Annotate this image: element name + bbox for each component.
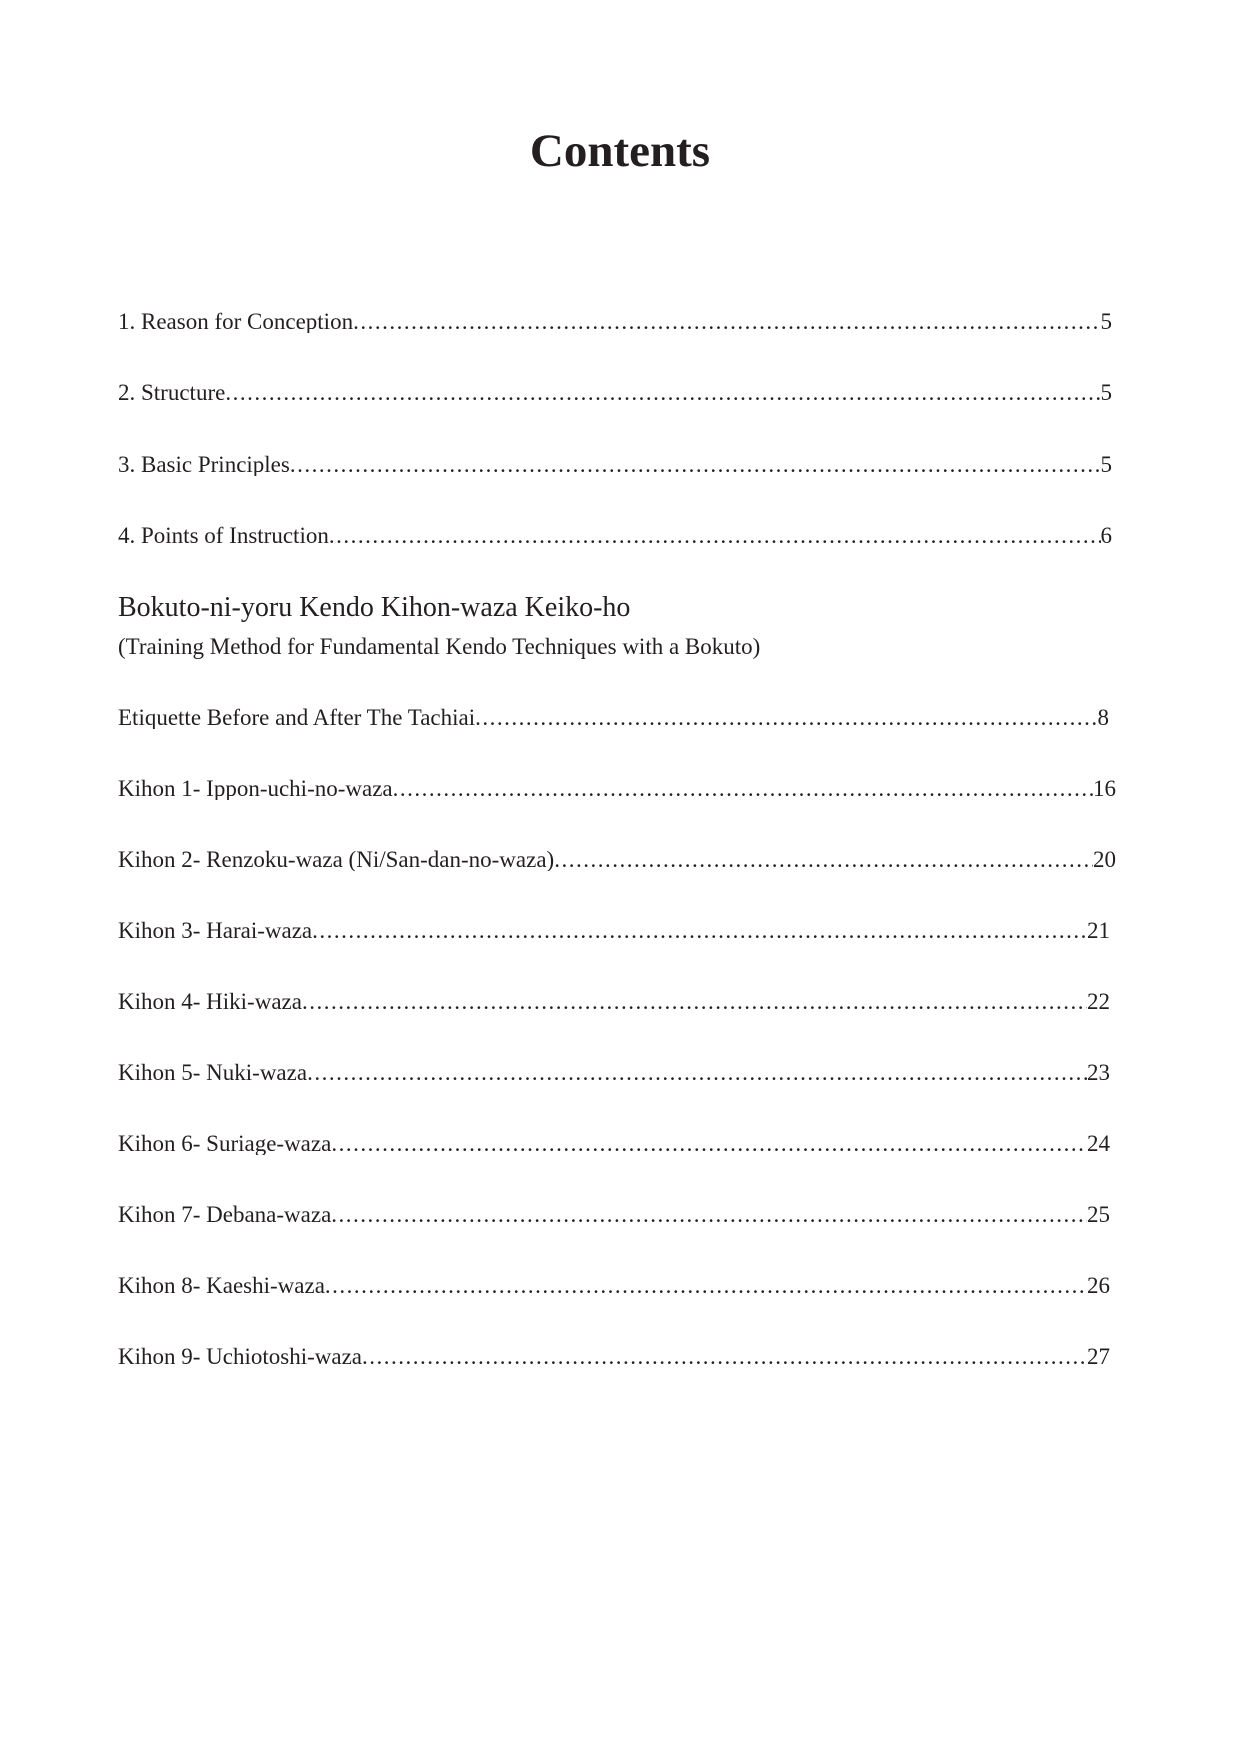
toc-entry-page: 25 [1087,1203,1110,1226]
toc-entry-label: Kihon 7- Debana-waza [118,1203,332,1226]
toc-entry-label: 4. Points of Instruction [118,524,329,547]
toc-dot-leader [331,1132,1087,1155]
toc-entry-page: 23 [1087,1061,1110,1084]
toc-dot-leader [362,1345,1087,1368]
page-title: Contents [529,125,711,177]
toc-entry-label: Kihon 4- Hiki-waza [118,990,302,1013]
toc-entry-page: 5 [1100,310,1112,333]
toc-entry[interactable] [118,1132,1110,1155]
toc-entry-page: 5 [1100,453,1112,476]
toc-dot-leader [307,1061,1087,1084]
toc-entry-page: 6 [1100,524,1112,547]
toc-dot-leader [325,1274,1087,1297]
toc-entry-page: 16 [1093,777,1116,800]
toc-entry[interactable] [118,1274,1110,1297]
toc-dot-leader [331,1203,1087,1226]
toc-entry[interactable] [118,1061,1110,1084]
toc-entry-label: Kihon 3- Harai-waza [118,919,313,942]
toc-dot-leader [329,524,1101,547]
toc-dot-leader [302,990,1087,1013]
toc-dot-leader [554,848,1093,871]
toc-entry[interactable] [118,706,1109,729]
toc-entry[interactable] [118,453,1112,476]
toc-entry-label: Kihon 1- Ippon-uchi-no-waza [118,777,393,800]
toc-entry-page: 27 [1087,1345,1110,1368]
toc-entry-page: 20 [1093,848,1116,871]
toc-entry-page: 8 [1097,706,1109,729]
toc-entry-page: 21 [1087,919,1110,942]
toc-entry-label: Kihon 6- Suriage-waza [118,1132,332,1155]
toc-entry[interactable] [118,381,1112,404]
toc-dot-leader [225,381,1100,404]
toc-entry-page: 5 [1100,381,1112,404]
toc-entry-label: 2. Structure [118,381,226,404]
toc-dot-leader [353,310,1100,333]
toc-entry[interactable] [118,1203,1110,1226]
toc-entry-label: Etiquette Before and After The Tachiai [118,706,476,729]
toc-entry-page: 26 [1087,1274,1110,1297]
toc-entry[interactable] [118,919,1110,942]
toc-entry-label: Kihon 5- Nuki-waza [118,1061,308,1084]
toc-entry[interactable] [118,1345,1110,1368]
toc-dot-leader [312,919,1087,942]
toc-dot-leader [475,706,1097,729]
toc-entry[interactable] [118,848,1116,871]
toc-entry[interactable] [118,990,1110,1013]
section-heading: Bokuto-ni-yoru Kendo Kihon-waza Keiko-ho [118,592,631,623]
toc-dot-leader [290,453,1101,476]
toc-dot-leader [393,777,1093,800]
toc-entry[interactable] [118,777,1116,800]
toc-entry-label: 1. Reason for Conception [118,310,354,333]
toc-entry-label: Kihon 8- Kaeshi-waza [118,1274,325,1297]
toc-entry[interactable] [118,524,1112,547]
section-subheading: (Training Method for Fundamental Kendo Techniques with a Bokuto) [118,634,761,659]
toc-entry[interactable] [118,310,1112,333]
toc-entry-label: Kihon 9- Uchiotoshi-waza [118,1345,362,1368]
toc-entry-page: 22 [1087,990,1110,1013]
toc-entry-page: 24 [1087,1132,1110,1155]
toc-entry-label: Kihon 2- Renzoku-waza (Ni/San-dan-no-waza) [118,848,555,871]
toc-entry-label: 3. Basic Principles [118,453,290,476]
